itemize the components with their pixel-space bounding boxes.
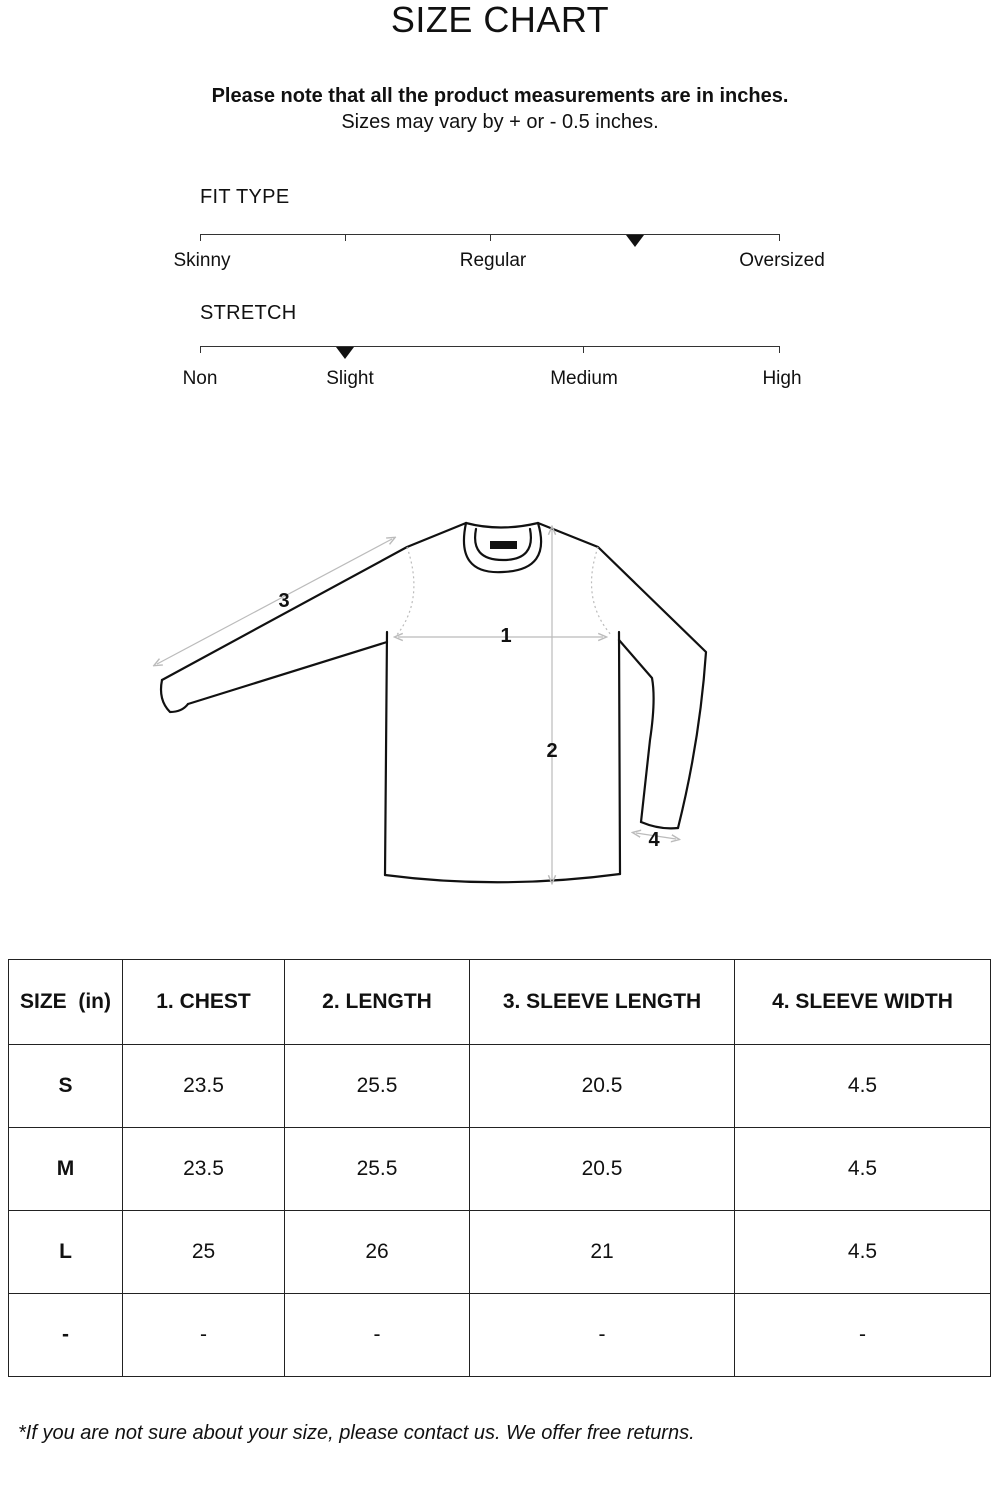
sleeve-length-marker-label: 3 (278, 590, 290, 612)
header-sleeve-width: 4. SLEEVE WIDTH (735, 960, 991, 1045)
sleeve-length-cell: 21 (470, 1211, 735, 1294)
table-row (9, 1045, 991, 1128)
length-marker-label: 2 (546, 740, 558, 762)
chest-marker-label: 1 (500, 625, 512, 647)
size-cell: L (9, 1211, 123, 1294)
measurement-note: Please note that all the product measurements are in inches. (211, 85, 789, 107)
sleeve-length-cell: 20.5 (470, 1128, 735, 1211)
header-length: 2. LENGTH (285, 960, 470, 1045)
stretch-label-slight: Slight (326, 368, 374, 389)
header-sleeve-length: 3. SLEEVE LENGTH (470, 960, 735, 1045)
table-row (9, 1128, 991, 1211)
header-chest: 1. CHEST (123, 960, 285, 1045)
sleeve-width-marker-label: 4 (648, 829, 660, 851)
measurement-lines (157, 530, 676, 880)
sleeve-length-measure-line (157, 539, 392, 664)
fit-type-tick (200, 234, 201, 241)
stretch-title: STRETCH (200, 302, 297, 324)
sleeve-width-cell: 4.5 (735, 1128, 991, 1211)
fit-type-tick (779, 234, 780, 241)
chest-cell: 25 (123, 1211, 285, 1294)
stretch-tick (779, 346, 780, 353)
stretch-label-medium: Medium (550, 368, 618, 389)
sleeve-length-cell: 20.5 (470, 1045, 735, 1128)
table-row (9, 1294, 991, 1377)
size-cell: - (9, 1294, 123, 1377)
sleeve-length-cell: - (470, 1294, 735, 1377)
fit-type-tick (345, 234, 346, 241)
stretch-label-non: Non (182, 368, 218, 389)
sweatshirt-diagram (0, 500, 1000, 900)
size-table (8, 959, 991, 1377)
size-cell: S (9, 1045, 123, 1128)
returns-footnote: *If you are not sure about your size, please contact us. We offer free returns. (18, 1422, 695, 1444)
fit-type-title: FIT TYPE (200, 186, 290, 208)
fit-label-skinny: Skinny (173, 250, 231, 271)
length-cell: 26 (285, 1211, 470, 1294)
sleeve-width-cell: - (735, 1294, 991, 1377)
length-cell: 25.5 (285, 1128, 470, 1211)
sleeve-width-cell: 4.5 (735, 1211, 991, 1294)
length-cell: - (285, 1294, 470, 1377)
page-title: SIZE CHART (390, 0, 610, 40)
length-cell: 25.5 (285, 1045, 470, 1128)
stretch-tick (200, 346, 201, 353)
sleeve-width-cell: 4.5 (735, 1045, 991, 1128)
tolerance-note: Sizes may vary by + or - 0.5 inches. (341, 111, 659, 133)
chest-cell: 23.5 (123, 1128, 285, 1211)
table-row (9, 1211, 991, 1294)
stretch-scale (200, 346, 780, 347)
header-size: SIZE (in) (9, 960, 123, 1045)
size-cell: M (9, 1128, 123, 1211)
chest-cell: - (123, 1294, 285, 1377)
fit-type-marker (626, 235, 644, 247)
garment-outline (161, 523, 706, 882)
stretch-label-high: High (762, 368, 802, 389)
fit-label-oversized: Oversized (739, 250, 825, 271)
chest-cell: 23.5 (123, 1045, 285, 1128)
fit-type-tick (490, 234, 491, 241)
neck-label (490, 541, 517, 549)
stretch-tick (583, 346, 584, 353)
stretch-marker (336, 347, 354, 359)
table-header-row (9, 960, 991, 1045)
fit-label-regular: Regular (459, 250, 527, 271)
